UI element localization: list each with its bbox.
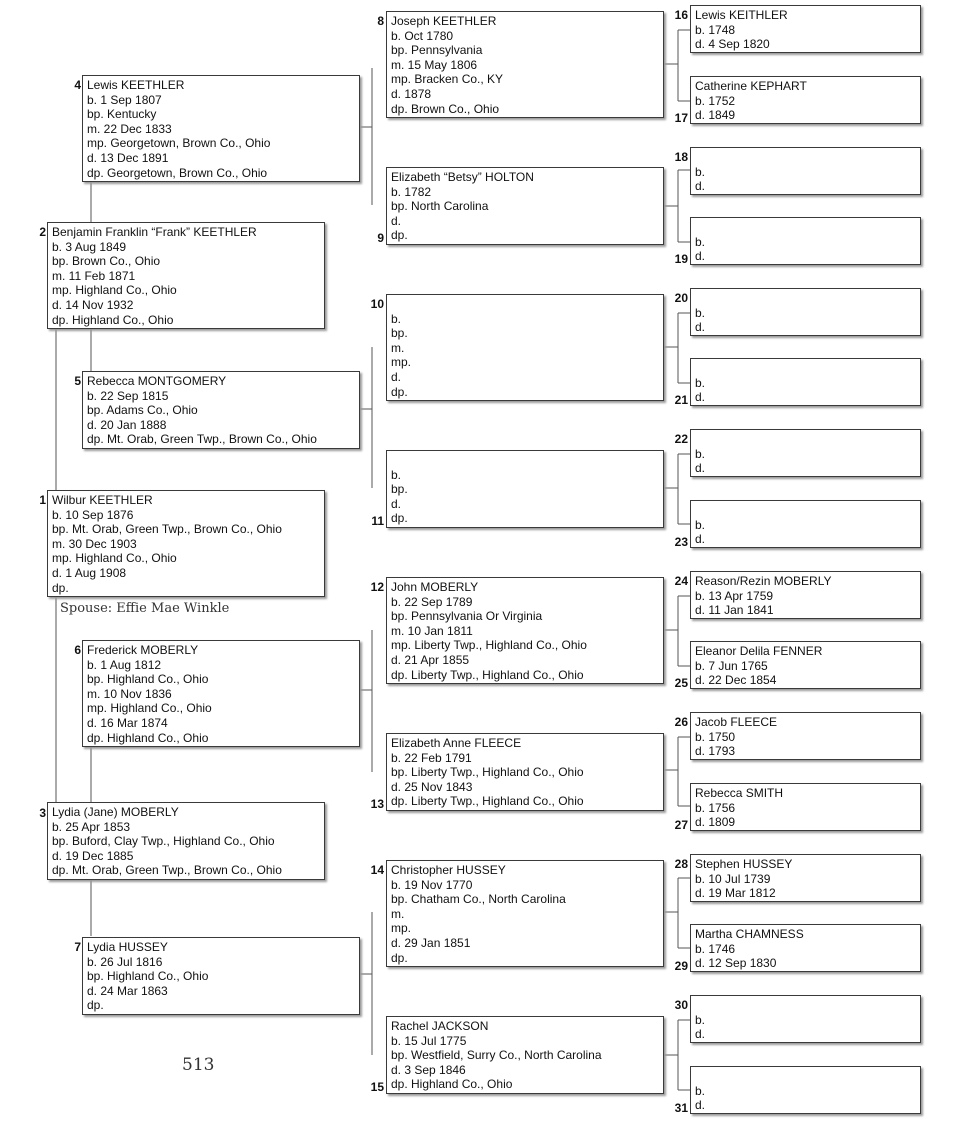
person-name (695, 361, 914, 376)
person-box-17[interactable] (690, 76, 921, 124)
person-fact: b. 25 Apr 1853 (52, 819, 131, 834)
person-name (695, 432, 914, 447)
person-fact: b. 1 Aug 1812 (87, 657, 162, 672)
person-fact: bp. Brown Co., Ohio (52, 254, 161, 269)
person-name (391, 453, 657, 468)
person-box-5[interactable] (82, 371, 360, 449)
person-fact: d. 1849 (695, 108, 736, 123)
person-fact: m. 11 Feb 1871 (52, 268, 136, 283)
person-box-1[interactable] (47, 490, 325, 597)
person-name: Wilbur KEETHLER (52, 493, 153, 507)
person-number: 26 (674, 715, 688, 729)
person-number: 28 (674, 857, 688, 871)
person-box-12[interactable] (386, 577, 664, 684)
person-number: 1 (39, 493, 46, 507)
person-fact: d. 21 Apr 1855 (391, 652, 470, 667)
person-fact: dp. (391, 228, 408, 243)
person-fact: dp. Mt. Orab, Green Twp., Brown Co., Ohio (52, 863, 282, 878)
person-fact: d. 1 Aug 1908 (52, 565, 127, 580)
person-number: 8 (377, 14, 384, 28)
person-fact: b. 22 Sep 1815 (87, 388, 169, 403)
person-fact: m. (391, 906, 405, 921)
person-fact: d. (695, 320, 706, 335)
person-fact: m. (391, 340, 405, 355)
person-number: 19 (674, 252, 688, 266)
person-name (695, 1069, 914, 1084)
person-fact: b. (695, 446, 706, 461)
person-fact: b. 1750 (695, 729, 736, 744)
person-fact: b. 13 Apr 1759 (695, 588, 774, 603)
person-fact: d. (695, 1098, 706, 1113)
person-box-27[interactable] (690, 783, 921, 831)
person-fact: d. 1878 (391, 86, 432, 101)
person-fact: bp. Highland Co., Ohio (87, 672, 209, 687)
person-name: John MOBERLY (391, 580, 479, 594)
person-fact: d. 19 Dec 1885 (52, 848, 134, 863)
person-fact: d. 1793 (695, 744, 736, 759)
person-fact: b. (695, 234, 706, 249)
person-name: Lewis KEETHLER (87, 78, 185, 92)
person-name (695, 998, 914, 1013)
person-fact: d. (695, 532, 706, 547)
person-name (695, 291, 914, 306)
person-fact: b. 1 Sep 1807 (87, 92, 162, 107)
person-box-31[interactable] (690, 1066, 921, 1114)
person-number: 21 (674, 393, 688, 407)
person-box-26[interactable] (690, 712, 921, 760)
person-box-3[interactable] (47, 802, 325, 880)
person-name (695, 503, 914, 518)
person-number: 24 (674, 574, 688, 588)
person-number: 7 (74, 940, 81, 954)
person-number: 29 (674, 959, 688, 973)
person-fact: mp. Highland Co., Ohio (52, 551, 177, 566)
person-name (695, 220, 914, 235)
person-number: 27 (674, 818, 688, 832)
person-fact: b. 15 Jul 1775 (391, 1033, 467, 1048)
person-number: 15 (370, 1080, 384, 1094)
person-name: Lewis KEITHLER (695, 8, 788, 22)
person-box-2[interactable] (47, 222, 325, 329)
person-fact: mp. Georgetown, Brown Co., Ohio (87, 136, 271, 151)
person-box-13[interactable] (386, 733, 664, 811)
person-fact: d. 20 Jan 1888 (87, 417, 167, 432)
person-name: Lydia HUSSEY (87, 940, 168, 954)
person-fact: dp. (391, 384, 408, 399)
person-fact: dp. (52, 580, 69, 595)
person-box-7[interactable] (82, 937, 360, 1015)
person-fact: d. 4 Sep 1820 (695, 37, 770, 52)
person-fact: mp. Bracken Co., KY (391, 72, 504, 87)
person-fact: d. 19 Mar 1812 (695, 886, 776, 901)
person-number: 18 (674, 150, 688, 164)
person-fact: d. (695, 249, 706, 264)
person-name: Reason/Rezin MOBERLY (695, 574, 832, 588)
person-name: Christopher HUSSEY (391, 863, 506, 877)
person-number: 23 (674, 535, 688, 549)
person-fact: bp. Buford, Clay Twp., Highland Co., Ohio (52, 834, 275, 849)
spouse-note: Spouse: Effie Mae Winkle (60, 601, 230, 616)
person-fact: m. 22 Dec 1833 (87, 121, 172, 136)
person-number: 17 (674, 111, 688, 125)
person-box-29[interactable] (690, 924, 921, 972)
person-fact: bp. Liberty Twp., Highland Co., Ohio (391, 765, 584, 780)
person-box-30[interactable] (690, 995, 921, 1043)
person-fact: b. (391, 311, 402, 326)
person-fact: bp. Highland Co., Ohio (87, 969, 209, 984)
person-name: Stephen HUSSEY (695, 857, 793, 871)
person-fact: m. 30 Dec 1903 (52, 536, 137, 551)
person-fact: dp. Liberty Twp., Highland Co., Ohio (391, 667, 584, 682)
person-fact: d. (391, 369, 402, 384)
person-number: 10 (370, 297, 384, 311)
person-number: 22 (674, 432, 688, 446)
person-fact: b. (695, 1012, 706, 1027)
person-fact: dp. Highland Co., Ohio (52, 312, 174, 327)
person-box-8[interactable] (386, 11, 664, 118)
person-number: 12 (370, 580, 384, 594)
person-fact: b. 10 Jul 1739 (695, 871, 771, 886)
person-box-15[interactable] (386, 1016, 664, 1094)
person-fact: bp. Westfield, Surry Co., North Carolina (391, 1048, 602, 1063)
person-fact: b. 1756 (695, 800, 736, 815)
page-number: 513 (182, 1055, 215, 1075)
person-fact: d. 3 Sep 1846 (391, 1062, 466, 1077)
person-fact: d. 16 Mar 1874 (87, 715, 168, 730)
person-fact: mp. Liberty Twp., Highland Co., Ohio (391, 638, 587, 653)
person-fact: b. (695, 517, 706, 532)
person-number: 16 (674, 8, 688, 22)
person-box-10[interactable] (386, 294, 664, 401)
person-name: Eleanor Delila FENNER (695, 644, 823, 658)
person-fact: dp. Liberty Twp., Highland Co., Ohio (391, 794, 584, 809)
person-box-22[interactable] (690, 429, 921, 477)
person-name: Catherine KEPHART (695, 79, 807, 93)
person-fact: dp. Georgetown, Brown Co., Ohio (87, 165, 268, 180)
person-fact: b. 22 Sep 1789 (391, 594, 473, 609)
person-box-11[interactable] (386, 450, 664, 528)
person-box-20[interactable] (690, 288, 921, 336)
person-number: 11 (371, 514, 384, 528)
person-fact: b. 1746 (695, 941, 736, 956)
person-fact: d. 12 Sep 1830 (695, 956, 777, 971)
person-name: Jacob FLEECE (695, 715, 778, 729)
person-fact: dp. Mt. Orab, Green Twp., Brown Co., Ohio (87, 432, 317, 447)
person-box-6[interactable] (82, 640, 360, 747)
person-fact: b. (391, 467, 402, 482)
person-number: 9 (377, 231, 384, 245)
person-fact: b. 1748 (695, 22, 736, 37)
person-number: 4 (74, 78, 81, 92)
person-fact: d. (695, 390, 706, 405)
person-fact: bp. Pennsylvania (391, 43, 483, 58)
person-fact: b. 22 Feb 1791 (391, 750, 472, 765)
person-fact: mp. (391, 355, 412, 370)
person-fact: b. (695, 1083, 706, 1098)
person-fact: d. 29 Jan 1851 (391, 935, 471, 950)
person-fact: bp. (391, 482, 408, 497)
person-number: 20 (674, 291, 688, 305)
person-fact: d. 25 Nov 1843 (391, 779, 473, 794)
person-fact: b. Oct 1780 (391, 28, 454, 43)
person-fact: d. 11 Jan 1841 (695, 603, 774, 618)
person-fact: bp. Mt. Orab, Green Twp., Brown Co., Ohio (52, 522, 282, 537)
person-box-25[interactable] (690, 641, 921, 689)
person-name: Rebecca MONTGOMERY (87, 374, 227, 388)
person-fact: d. 14 Nov 1932 (52, 297, 134, 312)
person-box-19[interactable] (690, 217, 921, 265)
person-name: Elizabeth “Betsy” HOLTON (391, 170, 534, 184)
person-name: Rebecca SMITH (695, 786, 784, 800)
person-fact: d. 13 Dec 1891 (87, 150, 169, 165)
person-fact: d. 22 Dec 1854 (695, 673, 777, 688)
person-number: 2 (39, 225, 46, 239)
person-name: Elizabeth Anne FLEECE (391, 736, 522, 750)
person-fact: dp. Brown Co., Ohio (391, 101, 500, 116)
person-box-18[interactable] (690, 147, 921, 195)
person-fact: dp. (391, 511, 408, 526)
person-fact: b. (695, 375, 706, 390)
person-name: Rachel JACKSON (391, 1019, 489, 1033)
person-box-14[interactable] (386, 860, 664, 967)
person-number: 30 (674, 998, 688, 1012)
person-number: 31 (674, 1101, 688, 1115)
person-fact: b. 7 Jun 1765 (695, 658, 768, 673)
person-number: 13 (370, 797, 384, 811)
person-fact: bp. North Carolina (391, 199, 489, 214)
person-fact: b. (695, 305, 706, 320)
person-fact: dp. (87, 998, 104, 1013)
person-number: 25 (674, 676, 688, 690)
person-fact: mp. Highland Co., Ohio (52, 283, 177, 298)
person-fact: b. 1752 (695, 93, 736, 108)
person-fact: bp. (391, 326, 408, 341)
person-fact: bp. Chatham Co., North Carolina (391, 892, 566, 907)
person-fact: b. 19 Nov 1770 (391, 877, 473, 892)
person-fact: b. 10 Sep 1876 (52, 507, 134, 522)
person-fact: dp. (391, 950, 408, 965)
person-fact: b. (695, 164, 706, 179)
person-fact: dp. Highland Co., Ohio (391, 1077, 513, 1092)
person-name (695, 150, 914, 165)
person-fact: d. 1809 (695, 815, 736, 830)
person-number: 6 (74, 643, 81, 657)
person-fact: mp. (391, 921, 412, 936)
person-fact: b. 3 Aug 1849 (52, 239, 127, 254)
person-fact: m. 10 Jan 1811 (391, 623, 473, 638)
person-number: 5 (74, 374, 81, 388)
person-name: Joseph KEETHLER (391, 14, 497, 28)
person-name: Lydia (Jane) MOBERLY (52, 805, 179, 819)
person-name (391, 297, 657, 312)
person-box-24[interactable] (690, 571, 921, 619)
person-name: Frederick MOBERLY (87, 643, 199, 657)
person-fact: bp. Adams Co., Ohio (87, 403, 198, 418)
person-fact: d. 24 Mar 1863 (87, 983, 168, 998)
person-box-9[interactable] (386, 167, 664, 245)
person-box-23[interactable] (690, 500, 921, 548)
person-name: Benjamin Franklin “Frank” KEETHLER (52, 225, 257, 239)
person-box-28[interactable] (690, 854, 921, 902)
person-fact: m. 15 May 1806 (391, 57, 478, 72)
person-fact: dp. Highland Co., Ohio (87, 730, 209, 745)
person-fact: b. 1782 (391, 184, 432, 199)
person-fact: bp. Kentucky (87, 107, 157, 122)
person-fact: d. (695, 1027, 706, 1042)
person-fact: b. 26 Jul 1816 (87, 954, 163, 969)
person-fact: d. (695, 461, 706, 476)
person-box-16[interactable] (690, 5, 921, 53)
person-fact: d. (391, 213, 402, 228)
person-fact: d. (695, 179, 706, 194)
person-fact: mp. Highland Co., Ohio (87, 701, 212, 716)
person-fact: bp. Pennsylvania Or Virginia (391, 609, 543, 624)
person-number: 3 (39, 806, 46, 820)
person-box-4[interactable] (82, 75, 360, 182)
person-fact: d. (391, 496, 402, 511)
person-name: Martha CHAMNESS (695, 927, 804, 941)
person-box-21[interactable] (690, 358, 921, 406)
person-number: 14 (370, 863, 384, 877)
person-fact: m. 10 Nov 1836 (87, 686, 172, 701)
